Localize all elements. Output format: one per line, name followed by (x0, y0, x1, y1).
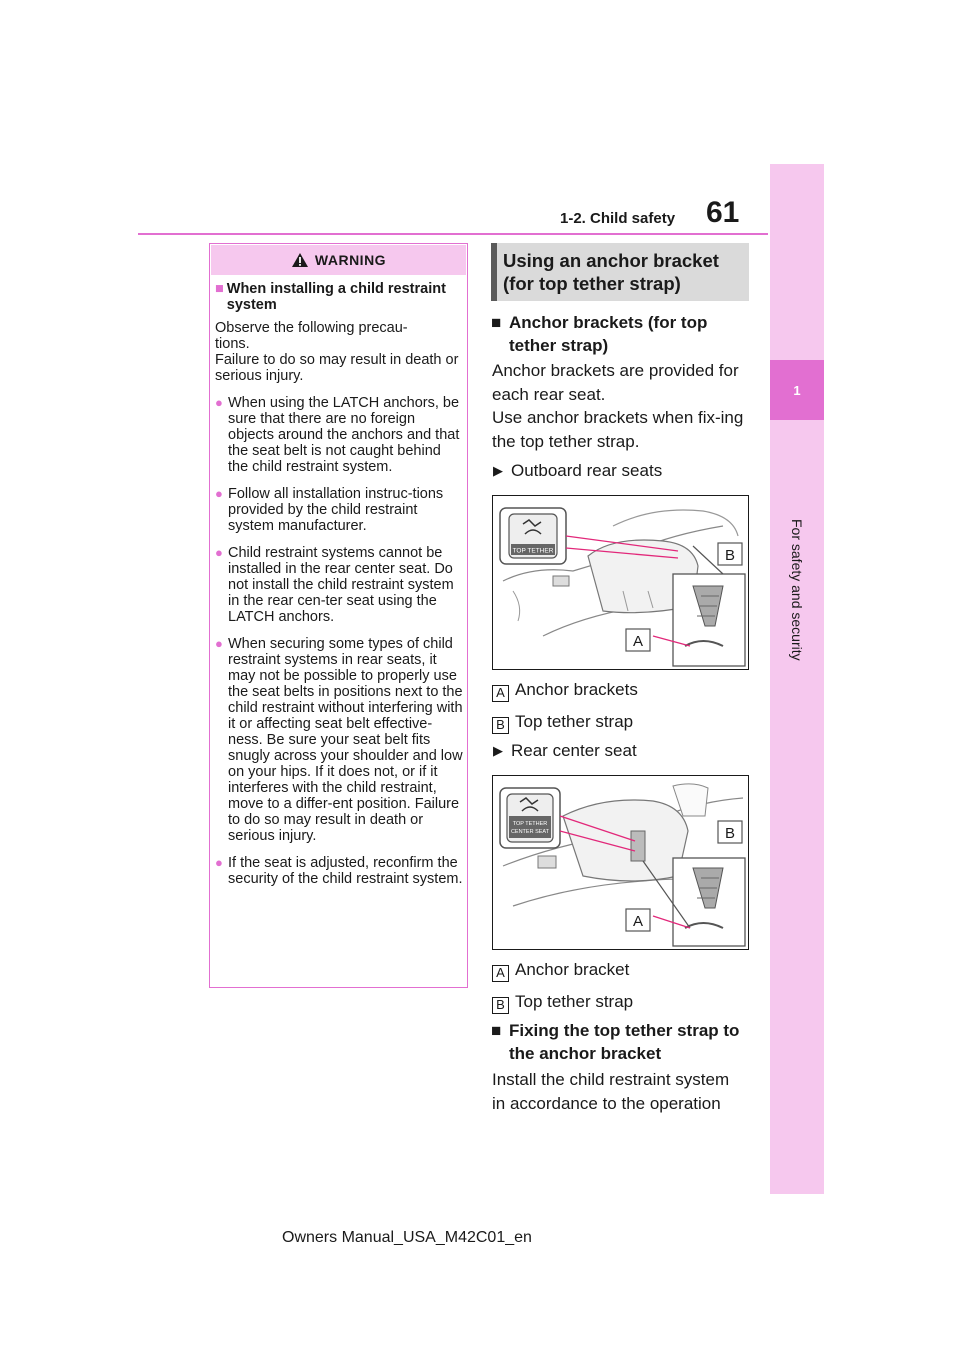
legend-text: Top tether strap (515, 712, 634, 731)
warning-title (215, 281, 463, 313)
warning-bullet (215, 545, 463, 625)
warning-title-text: When installing a child restraint system (226, 281, 446, 313)
square-bullet-icon: ■ (491, 313, 502, 332)
legend-item (492, 958, 629, 982)
warning-bullet-text: If the seat is adjusted, reconfirm the security of the child restraint system. (228, 855, 463, 887)
square-bullet-icon: ■ (491, 1021, 502, 1040)
callout-a: A (632, 633, 644, 650)
subheading-fixing-tether (491, 1019, 751, 1065)
round-bullet-icon: ● (215, 855, 223, 870)
callout-a: A (632, 913, 644, 930)
square-bullet-icon: ■ (215, 281, 224, 297)
legend-letter: A (492, 685, 509, 702)
legend-letter: B (492, 717, 509, 734)
warning-bullet-text: Follow all installation instruc-tions provided by the child restraint system manufacturer. (228, 486, 444, 534)
subheading-text: Fixing the top tether strap to the anchor bracket (509, 1021, 740, 1063)
page-number: 61 (706, 196, 740, 229)
legend-text: Anchor bracket (515, 960, 630, 979)
tag-text-line2: CENTER SEAT (510, 829, 550, 835)
round-bullet-icon: ● (215, 395, 223, 410)
subheading-anchor-brackets (491, 311, 751, 357)
warning-bullet (215, 855, 463, 887)
tag-text: TOP TETHER (512, 547, 554, 555)
paragraph: Anchor brackets are provided for each rear seat. (492, 361, 739, 404)
section-header-bar (491, 243, 497, 301)
anchor-bracket-illustration (493, 496, 748, 669)
subheading-text: Anchor brackets (for top tether strap) (509, 313, 708, 355)
legend-item (492, 678, 638, 702)
callout-b: B (724, 825, 736, 842)
figure-caption-center (493, 739, 637, 763)
section-header-text: Using an anchor bracket (for top tether strap) (503, 250, 719, 294)
warning-triangle-icon (291, 252, 309, 268)
section-header (491, 243, 749, 301)
chapter-title-text: For safety and security (789, 519, 805, 661)
paragraph: Install the child restraint system in accordance to the operation (492, 1070, 730, 1113)
warning-bullet-text: Child restraint systems cannot be installed in the rear center seat. Do not install the child restraint system in the rear cen-ter seat using the LATCH anchors. (228, 545, 454, 625)
footer-manual-id: Owners Manual_USA_M42C01_en (282, 1229, 532, 1246)
figure-rear-center-seat (492, 775, 749, 950)
chapter-number: 1 (770, 360, 824, 420)
tag-text-line1: TOP TETHER (512, 821, 548, 827)
callout-b: B (724, 547, 736, 564)
caption-text: Outboard rear seats (511, 461, 663, 480)
warning-intro: Observe the following precau- tions. Failure to do so may result in death or serious injury. (215, 320, 459, 384)
round-bullet-icon: ● (215, 486, 223, 501)
header-rule (138, 233, 768, 235)
chapter-title (768, 480, 826, 700)
figure-outboard-rear-seats (492, 495, 749, 670)
anchor-bracket-illustration (493, 776, 748, 949)
legend-letter: A (492, 965, 509, 982)
round-bullet-icon: ● (215, 636, 223, 651)
warning-bullet (215, 395, 463, 475)
warning-bullet (215, 636, 463, 844)
paragraph: Use anchor brackets when fix-ing the top tether strap. (492, 408, 744, 451)
warning-bullet (215, 486, 463, 534)
legend-text: Top tether strap (515, 992, 634, 1011)
triangle-bullet-icon: ▶ (493, 463, 503, 478)
warning-header (211, 245, 466, 275)
legend-item (492, 990, 633, 1014)
figure-caption-outboard (493, 459, 662, 483)
warning-bullet-text: When securing some types of child restraint systems in rear seats, it may not be possible to properly use the seat belts in positions next to the child restraint without interfering with it or affecting seat belt effective-ness. Be sure your seat belt fits snugly across your shoulder and low on your hips. If it does not, or if it interferes with the child restraint, move to a differ-ent position. Failure to do so may result in death or serious injury. (228, 636, 463, 844)
warning-label: WARNING (314, 252, 387, 268)
warning-body (215, 281, 463, 898)
legend-text: Anchor brackets (515, 680, 638, 699)
legend-item (492, 710, 633, 734)
round-bullet-icon: ● (215, 545, 223, 560)
legend-letter: B (492, 997, 509, 1014)
warning-bullet-text: When using the LATCH anchors, be sure that there are no foreign objects around the anchors and that the seat belt is not caught behind the child restraint system. (228, 395, 460, 475)
caption-text: Rear center seat (511, 741, 637, 760)
triangle-bullet-icon: ▶ (493, 743, 503, 758)
section-title: 1-2. Child safety (560, 210, 676, 227)
